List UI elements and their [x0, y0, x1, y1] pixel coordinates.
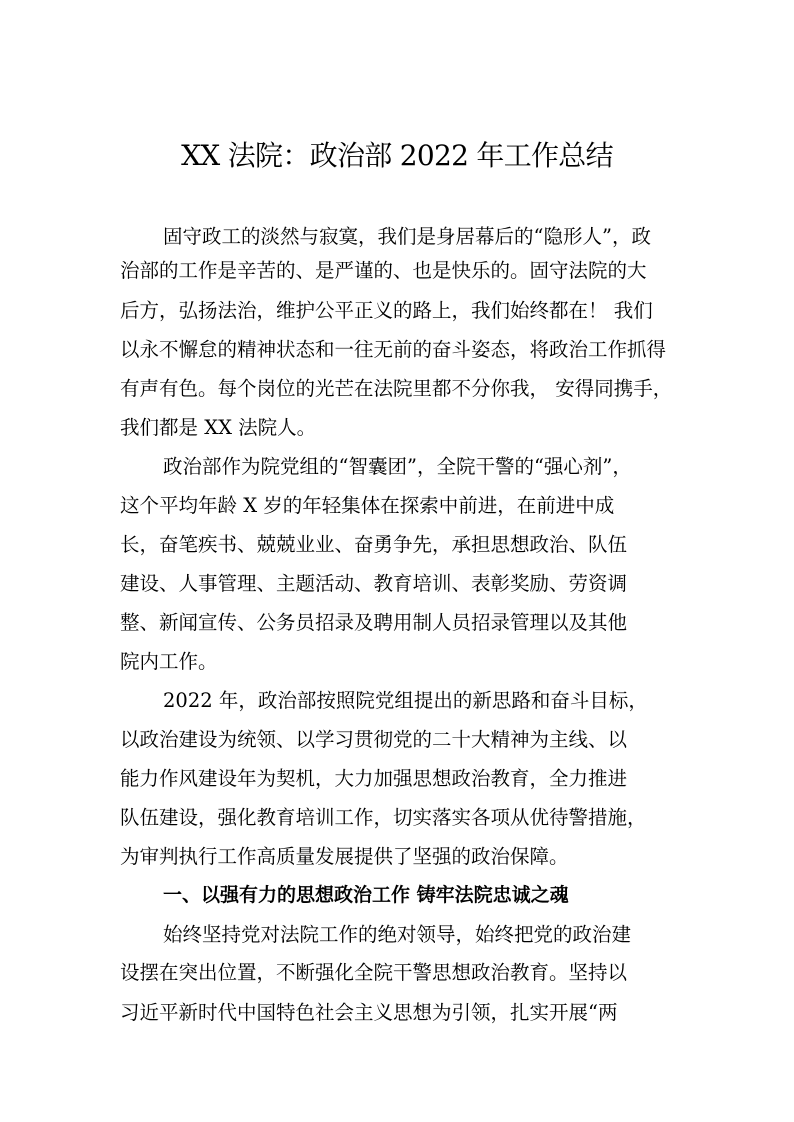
- body-line: 治部的工作是辛苦的、是严谨的、也是快乐的。固守法院的大: [120, 259, 647, 282]
- section-heading: 一、以强有力的思想政治工作 铸牢法院忠诚之魂: [163, 884, 569, 906]
- body-line: 2022 年，政治部按照院党组提出的新思路和奋斗目标，: [163, 689, 648, 712]
- body-line: 长，奋笔疾书、兢兢业业、奋勇争先，承担思想政治、队伍: [120, 533, 628, 556]
- body-line: 后方，弘扬法治，维护公平正义的路上，我们始终都在！ 我们: [120, 299, 653, 322]
- body-line: 固守政工的淡然与寂寞，我们是身居幕后的“隐形人”，政: [163, 225, 651, 248]
- body-line: 习近平新时代中国特色社会主义思想为引领，扎实开展“两: [120, 1001, 618, 1024]
- body-line: 有声有色。每个岗位的光芒在法院里都不分你我， 安得同携手，: [120, 377, 673, 400]
- body-line: 以永不懈怠的精神状态和一往无前的奋斗姿态，将政治工作抓得: [120, 338, 667, 361]
- body-line: 以政治建设为统领、以学习贯彻党的二十大精神为主线、以: [120, 728, 628, 751]
- body-line: 始终坚持党对法院工作的绝对领导，始终把党的政治建: [163, 923, 632, 946]
- body-line: 建设、人事管理、主题活动、教育培训、表彰奖励、劳资调: [120, 572, 628, 595]
- body-line: 政治部作为院党组的“智囊团”，全院干警的“强心剂”，: [163, 455, 632, 478]
- body-line: 整、新闻宣传、公务员招录及聘用制人员招录管理以及其他: [120, 611, 628, 634]
- body-line: 能力作风建设年为契机，大力加强思想政治教育，全力推进: [120, 767, 628, 790]
- body-line: 这个平均年龄 X 岁的年轻集体在探索中前进，在前进中成: [120, 494, 615, 517]
- body-line: 队伍建设，强化教育培训工作，切实落实各项从优待警措施，: [120, 806, 647, 829]
- body-line: 院内工作。: [120, 650, 218, 673]
- document-title: XX 法院：政治部 2022 年工作总结: [181, 139, 613, 172]
- body-line: 为审判执行工作高质量发展提供了坚强的政治保障。: [120, 845, 569, 868]
- body-line: 我们都是 XX 法院人。: [120, 416, 317, 439]
- body-line: 设摆在突出位置，不断强化全院干警思想政治教育。坚持以: [120, 961, 628, 984]
